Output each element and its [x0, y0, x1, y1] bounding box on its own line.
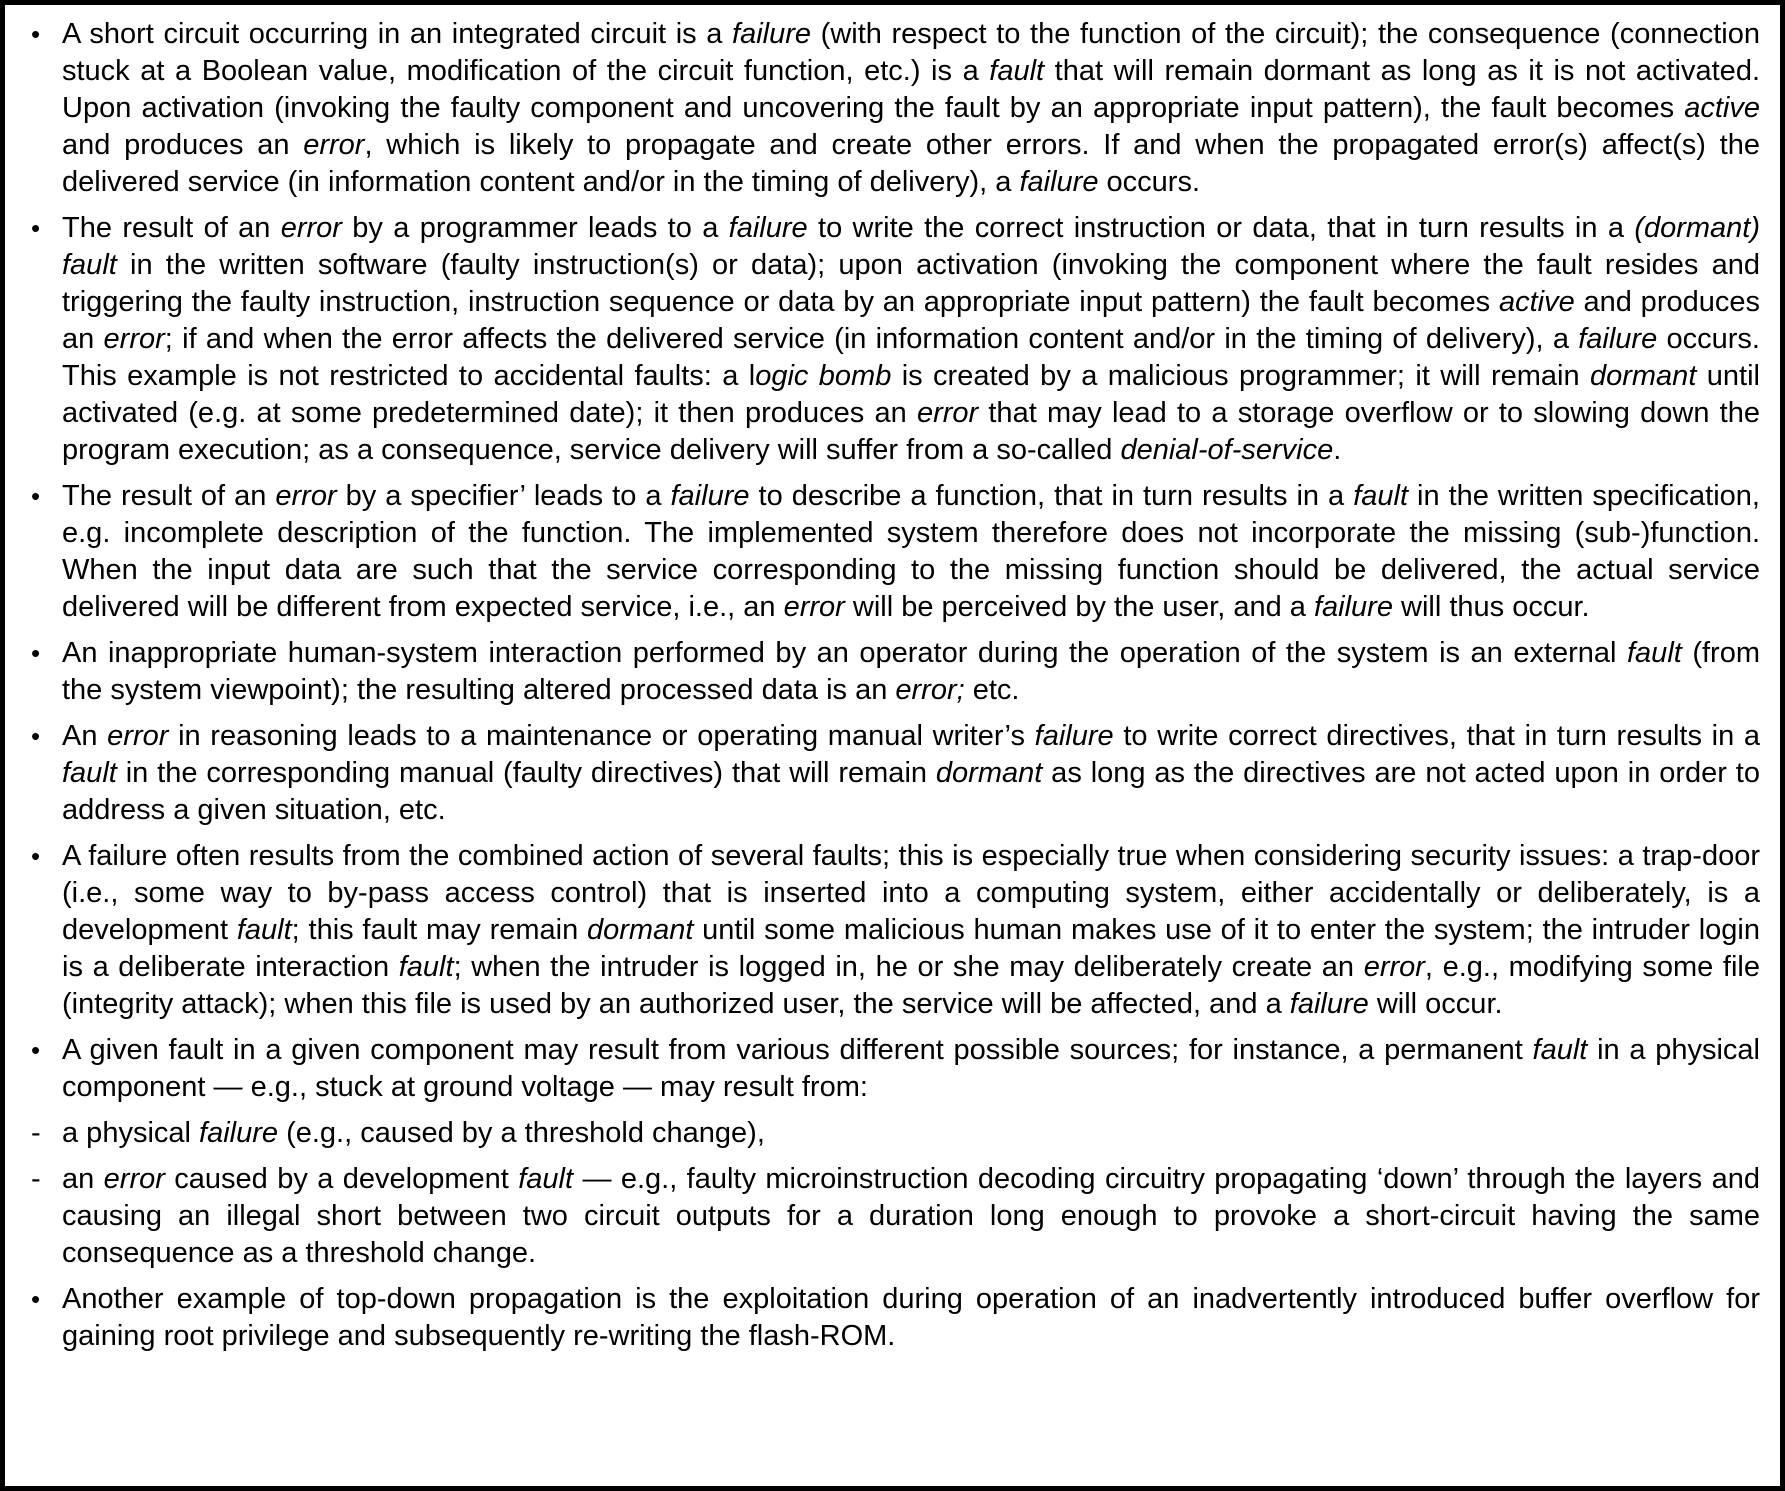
italic-term: (dormant) fault — [62, 212, 1761, 281]
italic-term: ogic bomb — [755, 360, 892, 392]
text-run: (from the system viewpoint); the resulting altered processed data is an — [62, 637, 1760, 706]
italic-term: dormant — [587, 914, 694, 946]
text-run: An — [62, 720, 108, 752]
text-run: occurs. This example is not restricted to accidental faults: a l — [62, 323, 1760, 392]
italic-term: error — [103, 323, 165, 355]
list-item — [31, 1032, 1760, 1106]
text-run: to describe a function, that in turn results in a — [749, 480, 1354, 512]
text-run: caused by a development — [164, 1163, 519, 1195]
italic-term: dormant — [935, 757, 1043, 789]
text-run: ; when the intruder is logged in, he or she may deliberately create an — [453, 951, 1364, 983]
italic-term: denial-of-service — [1120, 434, 1334, 466]
text-run: by a specifier’ leads to a — [336, 480, 671, 512]
item-text — [62, 1034, 1760, 1103]
italic-term: fault — [1532, 1034, 1588, 1066]
text-run: that will remain dormant as long as it is not activated. Upon activation (invoking the faulty component and uncovering the fault by an appropriate input pattern), the fault becomes — [62, 55, 1760, 124]
text-run: ; this fault may remain — [291, 914, 587, 946]
text-run: in reasoning leads to a maintenance or operating manual writer’s — [168, 720, 1035, 752]
list-item — [31, 478, 1760, 626]
italic-term: failure — [1019, 166, 1099, 198]
item-text — [62, 637, 1760, 706]
list-item — [31, 1281, 1760, 1355]
italic-term: error — [280, 212, 342, 244]
bullet-marker: • — [31, 213, 41, 243]
italic-term: failure — [1034, 720, 1114, 752]
italic-term: active — [1498, 286, 1575, 318]
text-run: — e.g., faulty microinstruction decoding circuitry propagating ‘down’ through the layers and causing an illegal short between two circuit outputs for a duration long enough to provoke a short-circuit having the same consequence as a threshold change. — [62, 1163, 1760, 1269]
text-run: Another example of top-down propagation is the exploitation during operation of an inadvertently introduced buffer overflow for gaining root privilege and subsequently re-writing the flash-ROM. — [62, 1283, 1760, 1352]
italic-term: error — [107, 720, 169, 752]
text-run: An inappropriate human-system interaction performed by an operator during the operation of the system is an external — [62, 637, 1627, 669]
italic-term: error — [1363, 951, 1425, 983]
italic-term: fault — [62, 757, 117, 789]
italic-term: failure — [199, 1117, 279, 1149]
italic-term: failure — [1313, 591, 1393, 623]
italic-term: failure — [732, 18, 812, 50]
italic-term: error — [103, 1163, 165, 1195]
item-text — [62, 840, 1760, 1020]
text-run: , e.g., modifying some file (integrity attack); when this file is used by an authorized user, the service will be affected, and a — [62, 951, 1760, 1020]
list-item — [31, 718, 1761, 829]
item-text — [62, 720, 1760, 826]
text-run: to write correct directives, that in turn results in a — [1113, 720, 1761, 752]
italic-term: failure — [670, 480, 750, 512]
italic-term: dormant — [1589, 360, 1697, 392]
text-run: will thus occur. — [1392, 591, 1590, 623]
text-run: , which is likely to propagate and create other errors. If and when the propagated error(s) affect(s) the delivered service (in information content and/or in the timing of delivery), a — [62, 129, 1760, 198]
text-run: that may lead to a storage overflow or to slowing down the program execution; as a consequence, service delivery will suffer from a so-called — [62, 397, 1760, 466]
text-run: (e.g., caused by a threshold change), — [278, 1117, 765, 1149]
text-run: The result of an — [62, 212, 281, 244]
italic-term: error — [783, 591, 845, 623]
text-run: and produces an — [62, 129, 304, 161]
text-run: an — [62, 1163, 104, 1195]
text-run: (with respect to the function of the circuit); the consequence (connection stuck at a Boolean value, modification of the circuit function, etc.) is a — [62, 18, 1760, 87]
item-text — [62, 480, 1760, 623]
text-run: until activated (e.g. at some predetermined date); it then produces an — [62, 360, 1760, 429]
italic-term: failure — [1289, 988, 1369, 1020]
text-run: by a programmer leads to a — [341, 212, 729, 244]
list-item — [31, 1115, 1760, 1152]
text-run: as long as the directives are not acted upon in order to address a given situation, etc. — [62, 757, 1760, 826]
italic-term: failure — [1578, 323, 1658, 355]
italic-term: fault — [989, 55, 1045, 87]
text-run: is created by a malicious programmer; it will remain — [891, 360, 1590, 392]
list-item — [31, 1161, 1760, 1272]
text-run: A short circuit occurring in an integrated circuit is a — [62, 18, 733, 50]
bullet-marker: • — [31, 638, 41, 668]
italic-term: fault — [1627, 637, 1682, 669]
bullet-marker: • — [31, 1284, 41, 1314]
text-run: occurs. — [1098, 166, 1200, 198]
text-run: in the written software (faulty instruction(s) or data); upon activation (invoking the component where the fault resides and triggering the faulty instruction, instruction sequence or data by an appropriate input pattern) the fault becomes — [62, 249, 1760, 318]
text-run: A given fault in a given component may result from various different possible sources; for instance, a permanent — [62, 1034, 1533, 1066]
dash-marker: - — [31, 1163, 41, 1195]
examples-list — [5, 5, 1780, 1486]
text-run: will be perceived by the user, and a — [844, 591, 1314, 623]
item-text — [62, 18, 1760, 198]
text-run: A failure often results from the combined action of several faults; this is especially true when considering security issues: a trap-door (i.e., some way to by-pass access control) that is inserted into a computing system, either accidentally or deliberately, is a development — [62, 840, 1760, 946]
list-item — [31, 16, 1760, 201]
italic-term: fault — [398, 951, 454, 983]
list-item — [31, 210, 1761, 469]
italic-term: error — [303, 129, 365, 161]
bullet-marker: • — [31, 19, 41, 49]
italic-term: fault — [518, 1163, 574, 1195]
bullet-marker: • — [31, 481, 41, 511]
dash-marker: - — [31, 1117, 41, 1149]
italic-term: fault — [236, 914, 292, 946]
text-run: to write the correct instruction or data, that in turn results in a — [807, 212, 1635, 244]
italic-term: failure — [728, 212, 808, 244]
text-run: in the corresponding manual (faulty directives) that will remain — [116, 757, 936, 789]
text-run: The result of an — [62, 480, 276, 512]
text-run: in a physical component — e.g., stuck at ground voltage — may result from: — [62, 1034, 1760, 1103]
item-text — [62, 1163, 1760, 1269]
list-item — [31, 635, 1760, 709]
italic-term: error — [916, 397, 979, 429]
list-item — [31, 838, 1760, 1023]
text-run: ; if and when the error affects the delivered service (in information content and/or in the timing of delivery), a — [164, 323, 1579, 355]
text-run: in the written specification, e.g. incomplete description of the function. The implemented system therefore does not incorporate the missing (sub-)function. When the input data are such that the service corresponding to the missing function should be delivered, the actual service delivered will be different from expected service, i.e., an — [62, 480, 1760, 623]
bullet-marker: • — [31, 841, 41, 871]
italic-term: active — [1684, 92, 1760, 124]
item-text — [62, 212, 1760, 466]
text-run: . — [1333, 434, 1342, 466]
item-text — [62, 1117, 765, 1149]
text-run: a physical — [62, 1117, 200, 1149]
italic-term: fault — [1353, 480, 1409, 512]
italic-term: error; — [895, 674, 965, 706]
italic-term: error — [275, 480, 337, 512]
text-run: etc. — [964, 674, 1020, 706]
item-text — [62, 1283, 1760, 1352]
text-run: until some malicious human makes use of it to enter the system; the intruder login is a deliberate interaction — [62, 914, 1760, 983]
bullet-marker: • — [31, 1035, 41, 1065]
bullet-marker: • — [31, 721, 41, 751]
text-run: and produces an — [62, 286, 1760, 355]
text-run: will occur. — [1368, 988, 1503, 1020]
